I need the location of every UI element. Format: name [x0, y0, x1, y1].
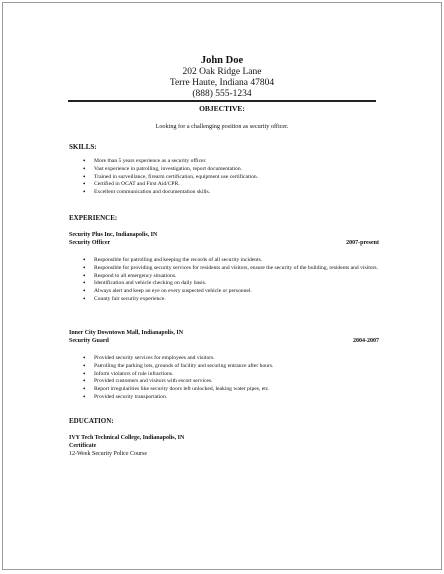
resume-page	[2, 2, 442, 570]
list-item: • Provided customers and visitors with escort services.	[83, 378, 273, 386]
job-dates: 2004-2007	[353, 338, 379, 344]
education-school: IVY Tech Technical College, Indianapolis, IN	[69, 435, 185, 441]
list-item: • Always alert and keep an eye on every suspected vehicle or personnel.	[83, 288, 380, 296]
applicant-name: John Doe	[200, 55, 244, 66]
list-item: • Trained in surveillance, firearm certification, equipment use certification.	[83, 174, 258, 182]
job-company: Inner City Downtown Mall, Indianapolis, IN	[69, 330, 184, 336]
list-item: • Excellent communication and documentation skills.	[83, 189, 258, 197]
objective-text: Looking for a challenging position as security officer.	[155, 123, 289, 130]
list-item: • County fair security experience.	[83, 296, 380, 304]
job-title: Security Guard	[69, 338, 109, 344]
job-duties-list	[83, 355, 273, 402]
job-title-row	[69, 240, 379, 248]
education-credential: Certificate	[69, 443, 97, 449]
list-item: • Vast experience in patrolling, investigation, report documentation.	[83, 166, 258, 174]
list-item: • Report irregularities like security doors left unlocked, leaking water pipes, etc.	[83, 386, 273, 394]
job-title-row	[69, 338, 379, 346]
skills-list	[83, 158, 258, 197]
job-title: Security Officer	[69, 240, 111, 246]
education-course: 12-Week Security Police Course	[69, 451, 147, 457]
list-item: • Provided security services for employees and visitors.	[83, 355, 273, 363]
list-item: • Identification and vehicle checking on daily basis.	[83, 280, 380, 288]
list-item: • Respond to all emergency situations.	[83, 273, 380, 281]
skills-heading: SKILLS:	[69, 143, 97, 151]
list-item: • Inform violators of rule infractions.	[83, 371, 273, 379]
city-state-zip: Terre Haute, Indiana 47804	[169, 78, 275, 88]
job-company: Security Plus Inc, Indianapolis, IN	[69, 232, 158, 238]
header-divider	[68, 100, 376, 102]
objective-heading: OBJECTIVE:	[199, 104, 245, 113]
list-item: • Patrolling the parking lots, grounds of facility and securing entrance after hours.	[83, 363, 273, 371]
list-item: • Responsible for patrolling and keeping the records of all security incidents.	[83, 257, 380, 265]
job-duties-list	[83, 257, 380, 304]
list-item: • More than 5 years experience as a security officer.	[83, 158, 258, 166]
job-dates: 2007-present	[346, 240, 379, 246]
contact-header	[3, 55, 441, 100]
list-item: • Certified in OCAT and First Aid/CPR.	[83, 181, 258, 189]
list-item: • Responsible for providing security services for residents and visitors, ensure the security of the building, residents and visitors.	[83, 265, 380, 273]
phone-number: (888) 555-1234	[192, 89, 252, 99]
street-address: 202 Oak Ridge Lane	[182, 67, 262, 77]
experience-heading: EXPERIENCE:	[69, 214, 118, 222]
list-item: • Provided security transportation.	[83, 394, 273, 402]
education-heading: EDUCATION:	[69, 417, 114, 425]
